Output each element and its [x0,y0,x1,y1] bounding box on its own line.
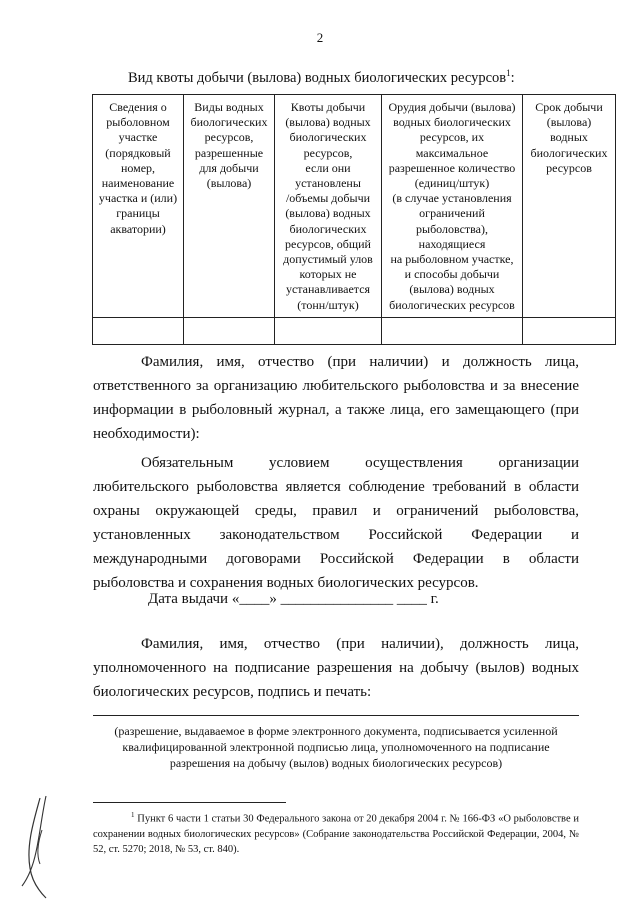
header-line: ресурсов, их [419,130,485,145]
signature-note: (разрешение, выдаваемое в форме электронного документа, подписывается усиленной квалифицированной электронной подписью лица, уполномоченного на подписание разрешения на добычу (вылов) водных биологических ресурсов) [114,724,558,770]
header-line: (единиц/штук) [414,176,490,191]
responsible-person-paragraph: Фамилия, имя, отчество (при наличии) и должность лица, ответственного за организацию любительского рыболовства и за внесение информации в рыболовный журнал, а также лица, его замещающего (при необходимости): [93,354,579,442]
header-line: находящиеся [418,236,486,251]
header-cell-fishing-site [93,95,184,318]
header-line: разрешенные [194,145,264,160]
header-line: /объемы добычи [285,191,371,206]
header-line: ограничений [419,206,485,221]
header-cell-fishing-gear [382,95,523,318]
header-line: рыболовном [106,115,170,130]
header-line: Квоты добычи [290,100,366,114]
header-line: водных биологических [393,115,511,130]
table-cell [275,317,382,344]
header-line: (порядковый [105,145,171,160]
header-line: участке [118,130,158,145]
header-line: установлены [295,176,361,191]
header-line: если они [305,160,351,175]
header-line: (вылова) водных [285,115,371,130]
header-line: биологических [190,115,268,130]
header-line: (в случае установления [392,191,512,206]
header-line: устанавливается [285,282,371,297]
header-line: (вылова) [206,176,252,191]
table-title: Вид квоты добычи (вылова) водных биологических ресурсов$^1$: [128,68,515,86]
quota-table [92,94,616,345]
header-line: ресурсов [546,160,592,175]
header-line: (вылова) водных [409,282,495,297]
header-line: (тонн/штук) [297,297,359,312]
header-line: для добычи [199,160,259,175]
handwritten-signature-mark [0,790,70,905]
footnote-marker: 1 [131,811,135,819]
header-cell-period [523,95,616,318]
header-line: рыболовства), [416,221,488,236]
header-line: Сведения о [109,100,167,114]
mandatory-condition-paragraph: Обязательным условием осуществления организации любительского рыболовства является соблюдение требований в области охраны окружающей среды, правил и ограничений рыболовства, установленных законодательством Российской Федерации и международными договорами Российской Федерации в области рыболовства и сохранения водных биологических ресурсов. [93,455,579,591]
table-header-row [93,95,616,318]
header-line: биологических [530,145,608,160]
header-line: номер, [120,160,156,175]
header-line: допустимый улов [283,252,373,267]
footnote-ref: 1 [506,68,511,78]
footnote [93,808,579,857]
footnote-separator [93,802,286,803]
table-cell [523,317,616,344]
header-line: биологических [289,221,367,236]
header-cell-quotas [275,95,382,318]
header-line: ресурсов, [204,130,254,145]
header-line: наименование [101,176,175,191]
table-cell [382,317,523,344]
header-line: максимальное [415,145,489,160]
header-line: участка и (или) [98,191,178,206]
table-cell [184,317,275,344]
header-line: которых не [299,267,357,282]
issue-date-line: Дата выдачи «____» _______________ ____ г. [148,591,439,607]
header-line: акватории) [110,221,166,236]
header-line: (вылова) водных [285,206,371,221]
table-title-text: Вид квоты добычи (вылова) водных биологических ресурсов [128,69,507,86]
header-line: ресурсов, общий [285,236,371,251]
header-cell-species [184,95,275,318]
page-number: 2 [316,30,324,45]
header-line: границы [116,206,160,221]
header-line: на рыболовном участке, [390,252,514,267]
table-cell [93,317,184,344]
header-line: (вылова) [546,115,592,130]
header-line: водных [550,130,588,145]
header-line: ресурсов, [303,145,353,160]
header-line: и способы добычи [404,267,500,282]
footnote-text: Пункт 6 части 1 статьи 30 Федерального закона от 20 декабря 2004 г. № 166-ФЗ «О рыболовстве и сохранении водных биологических ресурсов» (Собрание законодательства Российской Федерации, 2004, № 52, ст. 5270; 2018, № 53, ст. 840). [93,813,579,855]
header-line: разрешенное количество [388,160,516,175]
header-line: биологических [289,130,367,145]
table-row [93,317,616,344]
signature-line [93,715,579,716]
authorized-person-paragraph: Фамилия, имя, отчество (при наличии), должность лица, уполномоченного на подписание разрешения на добычу (вылов) водных биологических ресурсов, подпись и печать: [93,636,579,700]
header-line: Орудия добычи (вылова) [388,100,516,114]
header-line: Виды водных [194,100,264,114]
header-line: Срок добычи [535,100,603,114]
header-line: биологических ресурсов [389,297,515,312]
